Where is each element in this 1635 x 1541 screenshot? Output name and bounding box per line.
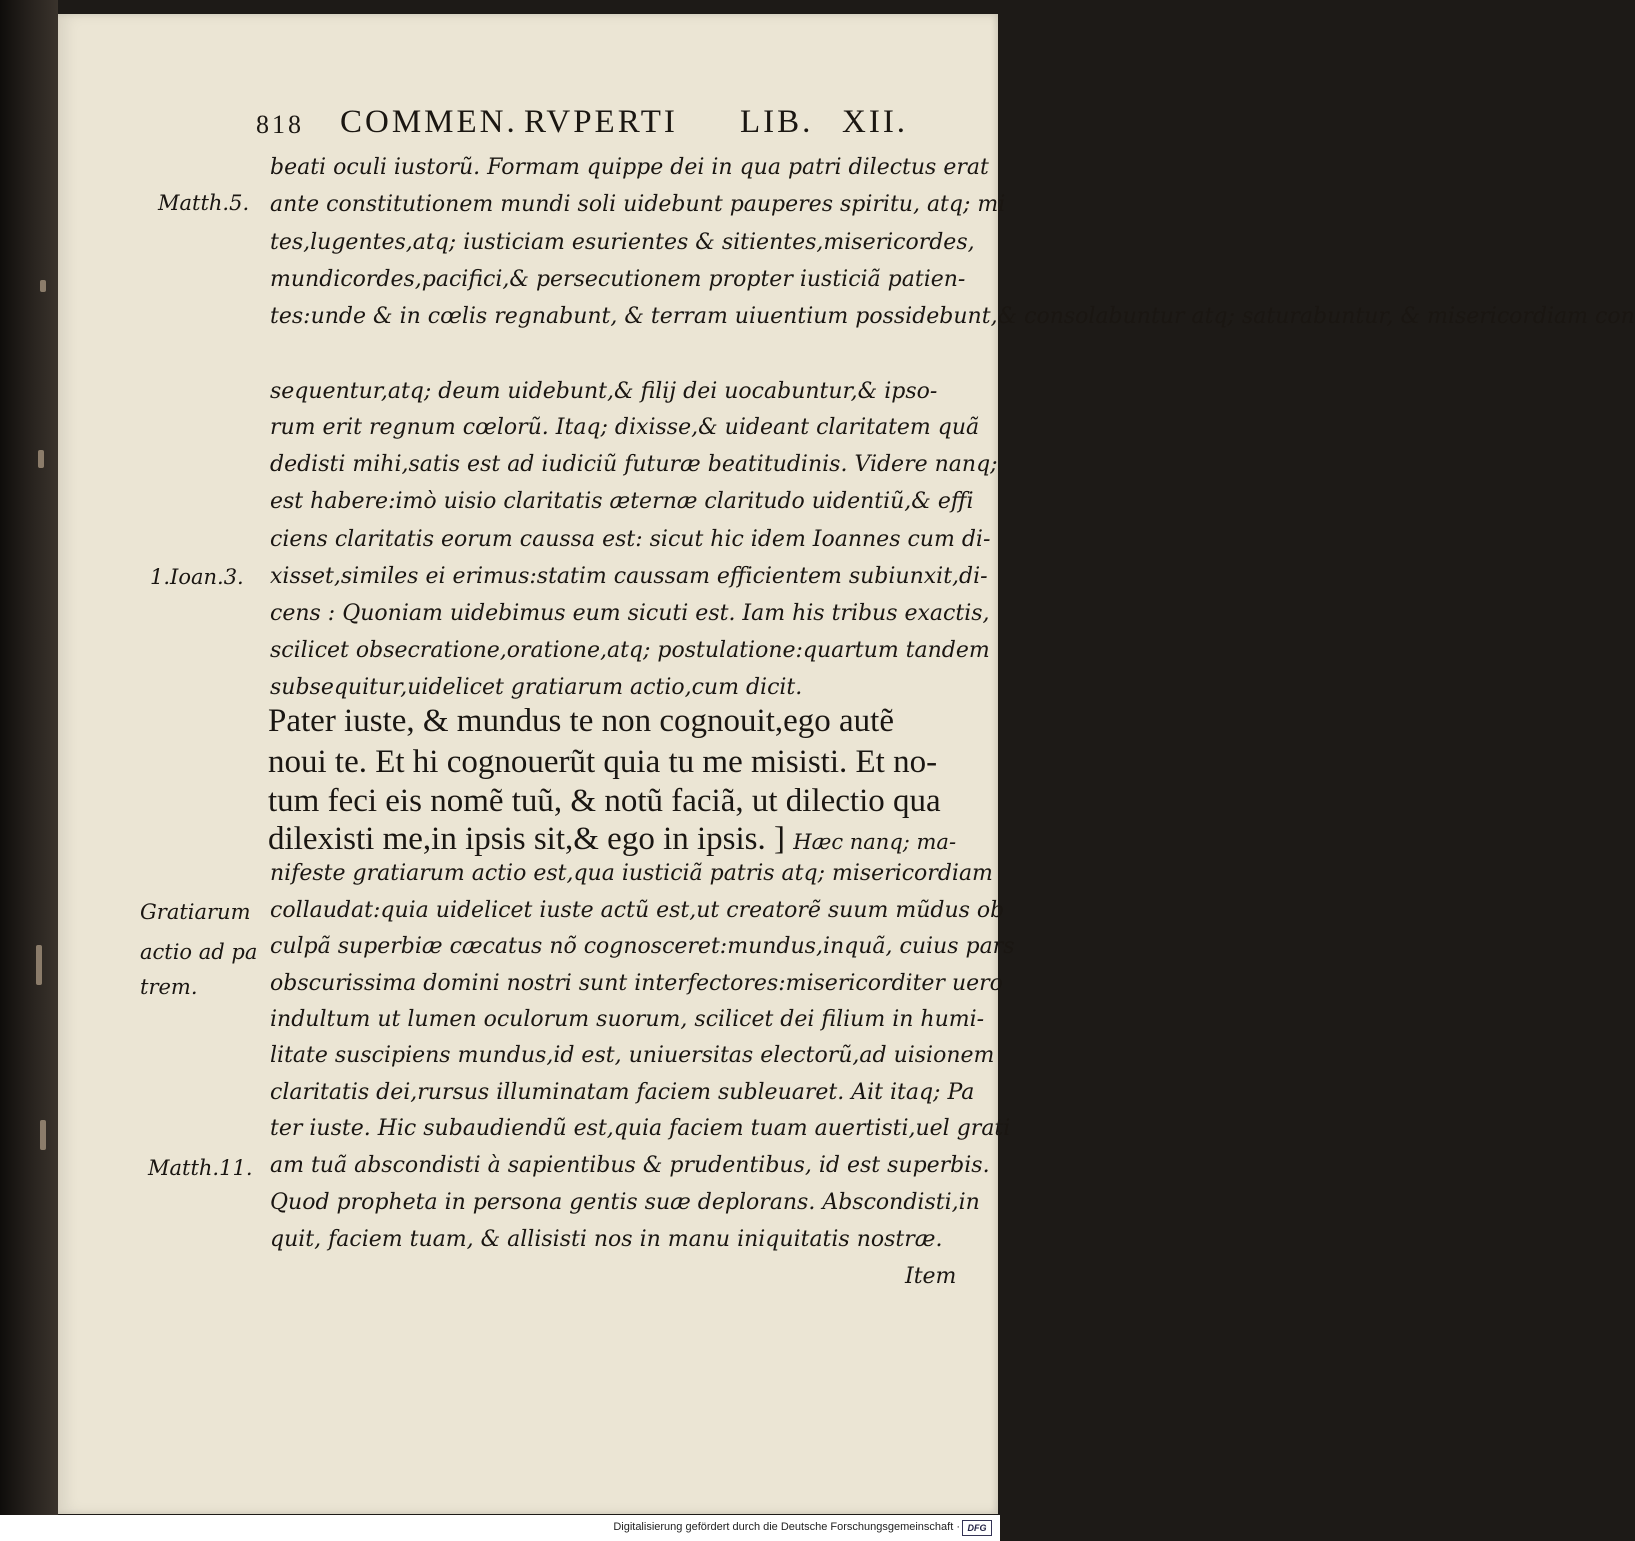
body-line: sequentur,atq; deum uidebunt,& filij dei uocabuntur,& ipso- bbox=[270, 379, 938, 404]
body-line: cens : Quoniam uidebimus eum sicuti est. Iam his tribus exactis, bbox=[270, 601, 990, 626]
digitization-footer bbox=[0, 1515, 1000, 1541]
folio-number: 818 bbox=[256, 110, 304, 139]
scripture-line: noui te. Et hi cognouerũt quia tu me misisti. Et no- bbox=[268, 744, 938, 780]
body-line: nifeste gratiarum actio est,qua iusticiã patris atq; misericordiam bbox=[270, 861, 993, 886]
scripture-line: tum feci eis nomẽ tuũ, & notũ faciã, ut dilectio qua bbox=[268, 783, 941, 819]
scripture-line-last bbox=[268, 820, 968, 860]
body-line: xisset,similes ei erimus:statim caussam efficientem subiunxit,di- bbox=[270, 564, 988, 589]
body-line: collaudat:quia uidelicet iuste actũ est,ut creatorẽ suum mũdus ob bbox=[270, 898, 1005, 923]
body-line: rum erit regnum cœlorũ. Itaq; dixisse,& uideant claritatem quã bbox=[270, 415, 980, 440]
bleed-mark bbox=[36, 945, 42, 985]
body-line: ante constitutionem mundi soli uidebunt pauperes spiritu, atq; mi bbox=[270, 192, 1006, 217]
body-line: claritatis dei,rursus illuminatam faciem subleuaret. Ait itaq; Pa bbox=[270, 1080, 975, 1105]
body-line: subsequitur,uidelicet gratiarum actio,cum dicit. bbox=[270, 675, 803, 700]
body-line: culpã superbiæ cæcatus nõ cognosceret:mundus,inquã, cuius pars bbox=[270, 934, 1015, 959]
body-line: ciens claritatis eorum caussa est: sicut hic idem Ioannes cum di- bbox=[270, 527, 991, 552]
running-head bbox=[256, 104, 942, 144]
scripture-text: dilexisti me,in ipsis sit,& ego in ipsis. ] bbox=[268, 821, 786, 857]
footer-credit: Digitalisierung gefördert durch die Deutsche Forschungsgemeinschaft · bbox=[613, 1521, 960, 1533]
scripture-line: Pater iuste, & mundus te non cognouit,ego autẽ bbox=[268, 703, 894, 739]
body-line: dedisti mihi,satis est ad iudiciũ futuræ beatitudinis. Videre nanq; bbox=[270, 452, 998, 477]
adjacent-page-edge bbox=[0, 0, 58, 1515]
body-line: litate suscipiens mundus,id est, uniuersitas electorũ,ad uisionem bbox=[270, 1043, 995, 1068]
body-line: Quod propheta in persona gentis suæ deplorans. Abscondisti,in bbox=[270, 1190, 980, 1215]
running-title-ruperti: RVPERTI bbox=[524, 104, 678, 140]
running-book-number: XII. bbox=[842, 104, 909, 140]
body-line: indultum ut lumen oculorum suorum, scilicet dei filium in humi- bbox=[270, 1007, 985, 1032]
body-line: am tuã abscondisti à sapientibus & prudentibus, id est superbis. bbox=[270, 1153, 990, 1178]
bleed-mark bbox=[38, 450, 44, 468]
body-line: beati oculi iustorũ. Formam quippe dei in qua patri dilectus erat bbox=[270, 155, 989, 180]
commentary-resume: Hæc nanq; ma- bbox=[793, 830, 957, 854]
margin-note: Gratiarum bbox=[140, 900, 251, 924]
body-line: scilicet obsecratione,oratione,atq; postulatione:quartum tandem bbox=[270, 638, 990, 663]
body-line: tes,lugentes,atq; iusticiam esurientes & sitientes,misericordes, bbox=[270, 230, 975, 255]
margin-note: Matth.5. bbox=[158, 191, 250, 215]
body-line: obscurissima domini nostri sunt interfectores:misericorditer uero bbox=[270, 971, 1003, 996]
body-line: ter iuste. Hic subaudiendũ est,quia faciem tuam auertisti,uel grati bbox=[270, 1116, 1011, 1141]
body-line: tes:unde & in cœlis regnabunt, & terram uiuentium possidebunt,& consolabuntur atq; saturabuntur, & misericordiam con bbox=[270, 304, 1635, 329]
margin-note: actio ad pa bbox=[140, 940, 258, 964]
margin-note: Matth.11. bbox=[148, 1156, 253, 1180]
running-book-label: LIB. bbox=[740, 104, 814, 140]
margin-note: trem. bbox=[140, 975, 198, 999]
margin-note: 1.Ioan.3. bbox=[150, 565, 244, 589]
bleed-mark bbox=[40, 1120, 46, 1150]
catchword: Item bbox=[905, 1264, 957, 1289]
body-line: est habere:imò uisio claritatis æternæ claritudo uidentiũ,& effi bbox=[270, 489, 974, 514]
running-title-commen: COMMEN. bbox=[340, 104, 518, 140]
body-line: mundicordes,pacifici,& persecutionem propter iusticiã patien- bbox=[270, 267, 966, 292]
bleed-mark bbox=[40, 280, 46, 292]
body-line: quit, faciem tuam, & allisisti nos in manu iniquitatis nostræ. bbox=[270, 1227, 943, 1252]
dfg-logo: DFG bbox=[962, 1520, 992, 1536]
